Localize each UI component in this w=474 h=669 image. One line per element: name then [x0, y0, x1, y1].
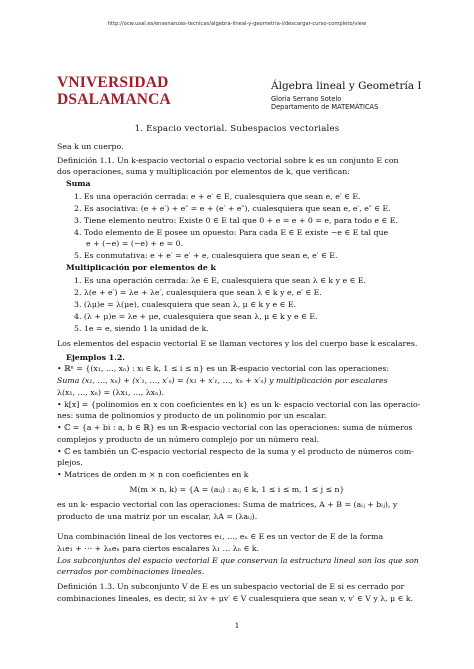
- text-line: λ₁e₁ + ⋯ + λₙeₙ para ciertos escalares λ₁ … λₙ ∈ k.: [57, 544, 260, 553]
- example-line: • ℂ es también un ℂ-espacio vectorial respecto de la suma y el producto de números com-: [57, 447, 414, 456]
- list-item: 1. Es una operación cerrada: λe ∈ E, cualesquiera que sean λ ∈ k y e ∈ E.: [74, 276, 367, 285]
- example-line: producto de una matriz por un escalar, λA = (λaᵢⱼ).: [57, 512, 258, 521]
- source-url: http://ocw.usal.es/ensenanzas-tecnicas/algebra-lineal-y-geometria-i/descargar-curso-completo/view: [107, 21, 367, 27]
- example-line: es un k- espacio vectorial con las operaciones: Suma de matrices, A + B = (aᵢⱼ + bᵢⱼ), y: [57, 500, 398, 509]
- example-line: • ℝⁿ = {(x₁, …, xₙ) : xᵢ ∈ k, 1 ≤ i ≤ n} es un ℝ-espacio vectorial con las operaciones:: [57, 364, 390, 373]
- text-line: Los elementos del espacio vectorial E se llaman vectores y los del cuerpo base k escalares.: [57, 339, 418, 348]
- text-line: Los subconjuntos del espacio vectorial E que conservan la estructura lineal son los que son: [57, 556, 419, 565]
- example-line: λ(x₁, …, xₙ) = (λx₁, …, λxₙ).: [57, 388, 164, 397]
- example-line: • Matrices de orden m × n con coeficientes en k: [57, 470, 249, 479]
- definition-line: Definición 1.3. Un subconjunto V de E es un subespacio vectorial de E si es cerrado por: [57, 582, 405, 591]
- example-line: complejos y producto de un número complejo por un número real.: [57, 435, 320, 444]
- matrix-space-formula: M(m × n, k) = {A = (aᵢⱼ) : aᵢⱼ ∈ k, 1 ≤ i ≤ m, 1 ≤ j ≤ n}: [129, 485, 345, 494]
- list-item: 5. 1e = e, siendo 1 la unidad de k.: [74, 324, 209, 333]
- list-item: 3. Tiene elemento neutro: Existe 0 ∈ E tal que 0 + e = e + 0 = e, para todo e ∈ E.: [74, 216, 398, 225]
- subheading-suma: Suma: [66, 179, 91, 188]
- text-line: Una combinación lineal de los vectores e₁, …, eₙ ∈ E es un vector de E de la forma: [57, 532, 384, 541]
- course-title: Álgebra lineal y Geometría I: [271, 80, 422, 92]
- list-item: 4. Todo elemento de E posee un opuesto: Para cada E ∈ E existe −e ∈ E tal que: [74, 228, 389, 237]
- list-item: 1. Es una operación cerrada: e + e′ ∈ E, cualesquiera que sean e, e′ ∈ E.: [74, 192, 361, 201]
- list-item-continued: e + (−e) = (−e) + e = 0.: [86, 239, 184, 248]
- list-item: 5. Es conmutativa: e + e′ = e′ + e, cualesquiera que sean e, e′ ∈ E.: [74, 251, 338, 260]
- page-number: 1: [234, 621, 240, 630]
- department-name: Departamento de MATEMÁTICAS: [271, 103, 379, 111]
- university-logo-line2: DSALAMANCA: [57, 91, 171, 108]
- example-line: • k[x] = {polinomios en x con coeficientes en k} es un k- espacio vectorial con las operacio-: [57, 400, 421, 409]
- subheading-multiplicacion: Multiplicación por elementos de k: [66, 263, 216, 272]
- list-item: 2. λ(e + e′) = λe + λe′, cualesquiera que sean λ ∈ k y e, e′ ∈ E.: [74, 288, 322, 297]
- example-line: Suma (x₁, …, xₙ) + (x′₁, …, x′ₙ) = (x₁ + x′₁, …, xₙ + x′ₙ) y multiplicación por escalares: [57, 376, 388, 385]
- section-title: 1. Espacio vectorial. Subespacios vectoriales: [134, 124, 340, 134]
- author-name: Gloria Serrano Sotelo: [271, 95, 342, 103]
- definition-line: Definición 1.1. Un k-espacio vectorial o espacio vectorial sobre k es un conjunto E con: [57, 156, 399, 165]
- list-item: 4. (λ + μ)e = λe + μe, cualesquiera que sean λ, μ ∈ k y e ∈ E.: [74, 312, 318, 321]
- list-item: 3. (λμ)e = λ(μe), cualesquiera que sean λ, μ ∈ k y e ∈ E.: [74, 300, 297, 309]
- example-line: plejos.: [57, 458, 83, 467]
- list-item: 2. Es asociativa: (e + e′) + e″ = e + (e′ + e″), cualesquiera que sean e, e′, e″ ∈ E.: [74, 204, 391, 213]
- example-line: • ℂ = {a + bi : a, b ∈ ℝ} es un ℝ-espacio vectorial con las operaciones: suma de números: [57, 423, 413, 432]
- example-line: nes: suma de polinomios y producto de un polinomio por un escalar.: [57, 411, 327, 420]
- text-line: cerrados por combinaciones lineales.: [57, 567, 205, 576]
- text-line: dos operaciones, suma y multiplicación por elementos de k, que verifican:: [57, 167, 350, 176]
- text-line: combinaciones lineales, es decir, si λv + μv′ ∈ V cualesquiera que sean v, v′ ∈ V y λ, μ ∈ k.: [57, 594, 414, 603]
- university-logo-line1: VNIVERSIDAD: [57, 74, 169, 91]
- examples-heading: Ejemplos 1.2.: [66, 353, 125, 362]
- text-line: Sea k un cuerpo.: [57, 142, 124, 151]
